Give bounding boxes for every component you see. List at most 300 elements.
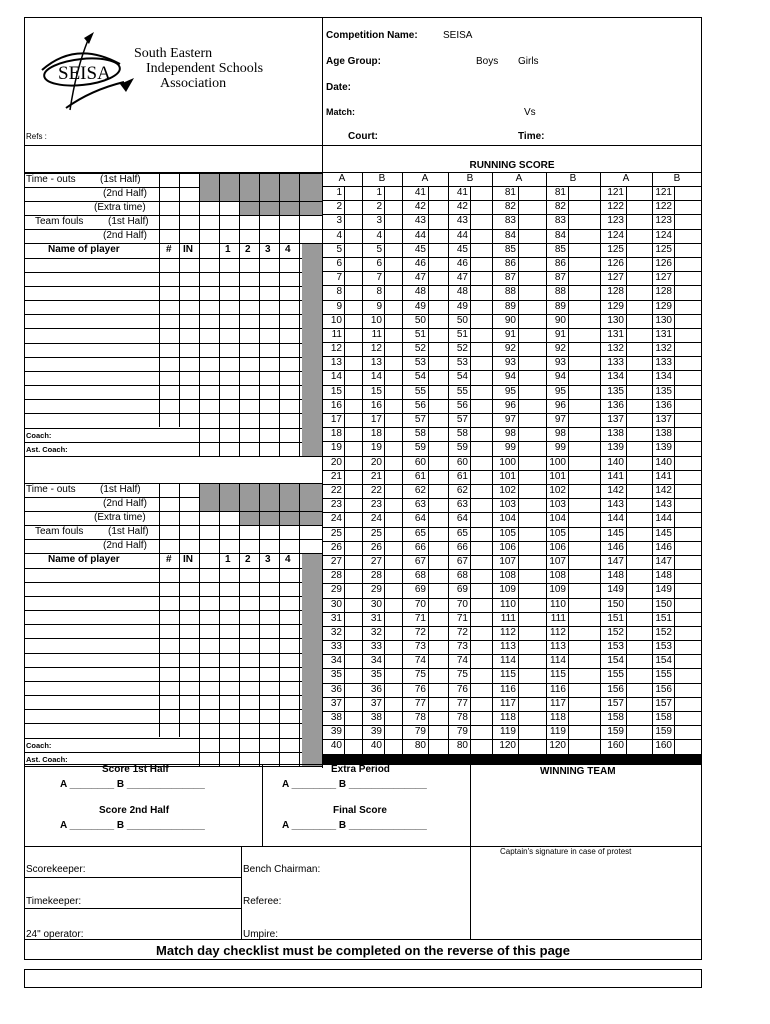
score-a-79[interactable]: 79: [414, 726, 426, 738]
score-a-70[interactable]: 70: [414, 598, 426, 610]
player-name-field[interactable]: [25, 273, 158, 285]
score-a-6[interactable]: 6: [336, 257, 342, 269]
score-a-33[interactable]: 33: [330, 641, 342, 653]
score-a-139[interactable]: 139: [607, 442, 624, 454]
score-b-153[interactable]: 153: [655, 641, 672, 653]
score-b-76[interactable]: 76: [456, 683, 468, 695]
score-b-30[interactable]: 30: [370, 598, 382, 610]
score-b-141[interactable]: 141: [655, 470, 672, 482]
player-name-field[interactable]: [25, 724, 158, 736]
score-a-134[interactable]: 134: [607, 371, 624, 383]
score-a-57[interactable]: 57: [414, 414, 426, 426]
score-a-98[interactable]: 98: [504, 428, 516, 440]
score-a-78[interactable]: 78: [414, 712, 426, 724]
score-b-102[interactable]: 102: [549, 484, 566, 496]
score-b-158[interactable]: 158: [655, 712, 672, 724]
score-a-135[interactable]: 135: [607, 385, 624, 397]
score-b-2[interactable]: 2: [376, 201, 382, 213]
score-a-10[interactable]: 10: [330, 314, 342, 326]
score-b-118[interactable]: 118: [550, 712, 566, 724]
score-a-90[interactable]: 90: [504, 314, 516, 326]
score-b-3[interactable]: 3: [376, 215, 382, 227]
score-a-145[interactable]: 145: [607, 527, 624, 539]
score-b-91[interactable]: 91: [554, 328, 566, 340]
score-a-43[interactable]: 43: [414, 215, 426, 227]
score-b-49[interactable]: 49: [456, 300, 468, 312]
score-b-15[interactable]: 15: [370, 385, 382, 397]
score-a-129[interactable]: 129: [607, 300, 624, 312]
score-a-95[interactable]: 95: [504, 385, 516, 397]
player-name-field[interactable]: [25, 597, 158, 609]
score-a-55[interactable]: 55: [414, 385, 426, 397]
score-a-89[interactable]: 89: [504, 300, 516, 312]
score-a-67[interactable]: 67: [414, 555, 426, 567]
score-b-97[interactable]: 97: [554, 414, 566, 426]
score-a-7[interactable]: 7: [336, 272, 342, 284]
score-b-127[interactable]: 127: [655, 272, 672, 284]
score-a-142[interactable]: 142: [607, 484, 624, 496]
score-b-115[interactable]: 115: [550, 669, 566, 681]
score-b-56[interactable]: 56: [456, 399, 468, 411]
score-a-88[interactable]: 88: [504, 286, 516, 298]
score-a-54[interactable]: 54: [414, 371, 426, 383]
score-b-67[interactable]: 67: [456, 555, 468, 567]
score-a-47[interactable]: 47: [414, 272, 426, 284]
score-a-107[interactable]: 107: [499, 555, 516, 567]
player-name-field[interactable]: [25, 358, 158, 370]
score-a-56[interactable]: 56: [414, 399, 426, 411]
score-a-46[interactable]: 46: [414, 257, 426, 269]
score-b-84[interactable]: 84: [554, 229, 566, 241]
score-b-57[interactable]: 57: [456, 414, 468, 426]
score-b-6[interactable]: 6: [376, 257, 382, 269]
score-a-36[interactable]: 36: [330, 683, 342, 695]
score-a-66[interactable]: 66: [414, 541, 426, 553]
score-a-72[interactable]: 72: [414, 626, 426, 638]
player-name-field[interactable]: [25, 583, 158, 595]
score-a-137[interactable]: 137: [607, 414, 624, 426]
score-a-15[interactable]: 15: [330, 385, 342, 397]
score-b-28[interactable]: 28: [370, 570, 382, 582]
score-b-42[interactable]: 42: [456, 201, 468, 213]
player-name-field[interactable]: [25, 625, 158, 637]
player-name-field[interactable]: [25, 344, 158, 356]
score-b-69[interactable]: 69: [456, 584, 468, 596]
score-a-58[interactable]: 58: [414, 428, 426, 440]
score-a-105[interactable]: 105: [499, 527, 516, 539]
score-a-77[interactable]: 77: [414, 697, 426, 709]
score-b-36[interactable]: 36: [370, 683, 382, 695]
score-b-51[interactable]: 51: [456, 328, 468, 340]
score-1st-half-line[interactable]: A ________ B ______________: [60, 779, 205, 790]
score-b-79[interactable]: 79: [456, 726, 468, 738]
score-a-49[interactable]: 49: [414, 300, 426, 312]
score-b-109[interactable]: 109: [549, 584, 566, 596]
score-a-119[interactable]: 119: [500, 726, 516, 738]
score-a-94[interactable]: 94: [504, 371, 516, 383]
score-a-101[interactable]: 101: [499, 470, 516, 482]
score-b-80[interactable]: 80: [456, 740, 468, 752]
score-b-159[interactable]: 159: [655, 726, 672, 738]
score-a-84[interactable]: 84: [504, 229, 516, 241]
score-b-54[interactable]: 54: [456, 371, 468, 383]
score-a-126[interactable]: 126: [607, 257, 624, 269]
score-b-4[interactable]: 4: [376, 229, 382, 241]
score-a-114[interactable]: 114: [500, 655, 516, 667]
score-a-153[interactable]: 153: [607, 641, 624, 653]
score-b-117[interactable]: 117: [550, 697, 566, 709]
score-a-12[interactable]: 12: [330, 343, 342, 355]
score-b-34[interactable]: 34: [370, 655, 382, 667]
score-a-73[interactable]: 73: [414, 641, 426, 653]
score-a-39[interactable]: 39: [330, 726, 342, 738]
player-name-field[interactable]: [25, 259, 158, 271]
score-a-124[interactable]: 124: [607, 229, 624, 241]
score-a-18[interactable]: 18: [330, 428, 342, 440]
score-b-18[interactable]: 18: [370, 428, 382, 440]
score-a-154[interactable]: 154: [607, 655, 624, 667]
score-b-120[interactable]: 120: [549, 740, 566, 752]
competition-value[interactable]: SEISA: [443, 30, 473, 41]
score-b-122[interactable]: 122: [655, 201, 672, 213]
score-b-90[interactable]: 90: [554, 314, 566, 326]
player-name-field[interactable]: [25, 414, 158, 426]
score-b-105[interactable]: 105: [549, 527, 566, 539]
score-b-137[interactable]: 137: [655, 414, 672, 426]
score-a-120[interactable]: 120: [499, 740, 516, 752]
score-a-52[interactable]: 52: [414, 343, 426, 355]
score-b-72[interactable]: 72: [456, 626, 468, 638]
score-b-7[interactable]: 7: [376, 272, 382, 284]
score-a-87[interactable]: 87: [504, 272, 516, 284]
score-b-136[interactable]: 136: [655, 399, 672, 411]
score-b-27[interactable]: 27: [370, 555, 382, 567]
score-b-21[interactable]: 21: [370, 470, 382, 482]
score-a-28[interactable]: 28: [330, 570, 342, 582]
score-b-33[interactable]: 33: [370, 641, 382, 653]
score-a-61[interactable]: 61: [414, 470, 426, 482]
score-a-150[interactable]: 150: [607, 598, 624, 610]
score-a-149[interactable]: 149: [607, 584, 624, 596]
score-a-157[interactable]: 157: [607, 697, 624, 709]
score-a-19[interactable]: 19: [330, 442, 342, 454]
score-a-123[interactable]: 123: [607, 215, 624, 227]
score-a-130[interactable]: 130: [607, 314, 624, 326]
score-b-81[interactable]: 81: [554, 187, 566, 198]
score-a-93[interactable]: 93: [504, 357, 516, 369]
score-b-70[interactable]: 70: [456, 598, 468, 610]
player-name-field[interactable]: [25, 668, 158, 680]
score-b-32[interactable]: 32: [370, 626, 382, 638]
score-b-106[interactable]: 106: [549, 541, 566, 553]
score-b-14[interactable]: 14: [370, 371, 382, 383]
score-b-142[interactable]: 142: [655, 484, 672, 496]
score-b-62[interactable]: 62: [456, 484, 468, 496]
score-b-111[interactable]: 111: [550, 612, 566, 624]
score-a-2[interactable]: 2: [336, 201, 342, 213]
score-a-103[interactable]: 103: [499, 499, 516, 511]
score-a-26[interactable]: 26: [330, 541, 342, 553]
score-b-146[interactable]: 146: [655, 541, 672, 553]
score-a-147[interactable]: 147: [607, 555, 624, 567]
score-b-110[interactable]: 110: [550, 598, 566, 610]
score-b-123[interactable]: 123: [655, 215, 672, 227]
player-name-field[interactable]: [25, 315, 158, 327]
score-b-1[interactable]: 1: [376, 187, 382, 198]
score-a-102[interactable]: 102: [499, 484, 516, 496]
score-b-138[interactable]: 138: [655, 428, 672, 440]
score-b-24[interactable]: 24: [370, 513, 382, 525]
score-a-144[interactable]: 144: [607, 513, 624, 525]
score-b-48[interactable]: 48: [456, 286, 468, 298]
player-name-field[interactable]: [25, 386, 158, 398]
score-b-65[interactable]: 65: [456, 527, 468, 539]
score-a-20[interactable]: 20: [330, 456, 342, 468]
score-b-11[interactable]: 11: [371, 328, 382, 340]
score-b-88[interactable]: 88: [554, 286, 566, 298]
score-b-126[interactable]: 126: [655, 257, 672, 269]
score-b-10[interactable]: 10: [370, 314, 382, 326]
score-b-17[interactable]: 17: [370, 414, 382, 426]
score-a-31[interactable]: 31: [330, 612, 342, 624]
score-b-144[interactable]: 144: [655, 513, 672, 525]
score-a-3[interactable]: 3: [336, 215, 342, 227]
referee-field[interactable]: Referee:: [243, 896, 282, 907]
score-a-155[interactable]: 155: [607, 669, 624, 681]
score-b-40[interactable]: 40: [370, 740, 382, 752]
score-b-93[interactable]: 93: [554, 357, 566, 369]
score-b-143[interactable]: 143: [655, 499, 672, 511]
scorekeeper-field[interactable]: Scorekeeper:: [26, 864, 86, 875]
score-b-133[interactable]: 133: [655, 357, 672, 369]
player-name-field[interactable]: [25, 287, 158, 299]
score-b-96[interactable]: 96: [554, 399, 566, 411]
score-a-116[interactable]: 116: [500, 683, 516, 695]
score-b-151[interactable]: 151: [655, 612, 672, 624]
score-b-152[interactable]: 152: [655, 626, 672, 638]
score-a-125[interactable]: 125: [607, 243, 624, 255]
score-a-141[interactable]: 141: [607, 470, 624, 482]
score-a-8[interactable]: 8: [336, 286, 342, 298]
score-a-35[interactable]: 35: [330, 669, 342, 681]
score-a-23[interactable]: 23: [330, 499, 342, 511]
score-b-61[interactable]: 61: [456, 470, 468, 482]
score-b-150[interactable]: 150: [655, 598, 672, 610]
player-name-field[interactable]: [25, 569, 158, 581]
score-a-59[interactable]: 59: [414, 442, 426, 454]
player-name-field[interactable]: [25, 301, 158, 313]
score-b-113[interactable]: 113: [550, 641, 566, 653]
score-b-75[interactable]: 75: [456, 669, 468, 681]
score-a-76[interactable]: 76: [414, 683, 426, 695]
score-b-43[interactable]: 43: [456, 215, 468, 227]
score-b-66[interactable]: 66: [456, 541, 468, 553]
score-a-160[interactable]: 160: [607, 740, 624, 752]
score-a-148[interactable]: 148: [607, 570, 624, 582]
score-a-113[interactable]: 113: [500, 641, 516, 653]
score-a-80[interactable]: 80: [414, 740, 426, 752]
score-a-16[interactable]: 16: [330, 399, 342, 411]
score-b-103[interactable]: 103: [549, 499, 566, 511]
bench-chairman-field[interactable]: Bench Chairman:: [243, 864, 321, 875]
score-b-8[interactable]: 8: [376, 286, 382, 298]
score-a-63[interactable]: 63: [414, 499, 426, 511]
score-a-62[interactable]: 62: [414, 484, 426, 496]
score-b-87[interactable]: 87: [554, 272, 566, 284]
player-name-field[interactable]: [25, 639, 158, 651]
score-a-110[interactable]: 110: [500, 598, 516, 610]
score-b-68[interactable]: 68: [456, 570, 468, 582]
score-a-109[interactable]: 109: [499, 584, 516, 596]
score-b-119[interactable]: 119: [550, 726, 566, 738]
score-b-47[interactable]: 47: [456, 272, 468, 284]
score-a-22[interactable]: 22: [330, 484, 342, 496]
score-a-14[interactable]: 14: [330, 371, 342, 383]
score-b-23[interactable]: 23: [370, 499, 382, 511]
score-a-81[interactable]: 81: [504, 187, 516, 198]
score-b-131[interactable]: 131: [655, 328, 672, 340]
score-a-118[interactable]: 118: [500, 712, 516, 724]
score-a-41[interactable]: 41: [414, 187, 426, 198]
final-score-line[interactable]: A ________ B ______________: [282, 820, 427, 831]
score-a-30[interactable]: 30: [330, 598, 342, 610]
score-b-149[interactable]: 149: [655, 584, 672, 596]
score-b-86[interactable]: 86: [554, 257, 566, 269]
score-b-129[interactable]: 129: [655, 300, 672, 312]
score-b-112[interactable]: 112: [550, 626, 566, 638]
score-a-152[interactable]: 152: [607, 626, 624, 638]
score-b-29[interactable]: 29: [370, 584, 382, 596]
score-b-82[interactable]: 82: [554, 201, 566, 213]
score-a-143[interactable]: 143: [607, 499, 624, 511]
score-b-132[interactable]: 132: [655, 343, 672, 355]
score-b-124[interactable]: 124: [655, 229, 672, 241]
score-a-104[interactable]: 104: [499, 513, 516, 525]
score-b-128[interactable]: 128: [655, 286, 672, 298]
score-a-99[interactable]: 99: [504, 442, 516, 454]
score-a-82[interactable]: 82: [504, 201, 516, 213]
score-b-98[interactable]: 98: [554, 428, 566, 440]
score-b-100[interactable]: 100: [549, 456, 566, 468]
score-b-95[interactable]: 95: [554, 385, 566, 397]
score-b-107[interactable]: 107: [549, 555, 566, 567]
score-b-156[interactable]: 156: [655, 683, 672, 695]
player-name-field[interactable]: [25, 329, 158, 341]
player-name-field[interactable]: [25, 654, 158, 666]
score-a-127[interactable]: 127: [607, 272, 624, 284]
timekeeper-field[interactable]: Timekeeper:: [26, 896, 82, 907]
score-b-9[interactable]: 9: [376, 300, 382, 312]
score-a-146[interactable]: 146: [607, 541, 624, 553]
score-a-37[interactable]: 37: [330, 697, 342, 709]
score-a-53[interactable]: 53: [414, 357, 426, 369]
score-a-65[interactable]: 65: [414, 527, 426, 539]
score-b-116[interactable]: 116: [550, 683, 566, 695]
score-b-101[interactable]: 101: [549, 470, 566, 482]
umpire-field[interactable]: Umpire:: [243, 929, 279, 940]
score-a-97[interactable]: 97: [504, 414, 516, 426]
score-a-156[interactable]: 156: [607, 683, 624, 695]
score-a-64[interactable]: 64: [414, 513, 426, 525]
player-name-field[interactable]: [25, 682, 158, 694]
score-b-22[interactable]: 22: [370, 484, 382, 496]
score-a-69[interactable]: 69: [414, 584, 426, 596]
score-a-136[interactable]: 136: [607, 399, 624, 411]
score-a-121[interactable]: 121: [607, 187, 624, 198]
score-b-154[interactable]: 154: [655, 655, 672, 667]
score-b-160[interactable]: 160: [655, 740, 672, 752]
score-a-122[interactable]: 122: [607, 201, 624, 213]
score-b-26[interactable]: 26: [370, 541, 382, 553]
score-a-5[interactable]: 5: [336, 243, 342, 255]
score-b-89[interactable]: 89: [554, 300, 566, 312]
boys-option[interactable]: Boys: [476, 56, 499, 67]
score-a-48[interactable]: 48: [414, 286, 426, 298]
score-b-64[interactable]: 64: [456, 513, 468, 525]
score-a-34[interactable]: 34: [330, 655, 342, 667]
score-b-78[interactable]: 78: [456, 712, 468, 724]
score-b-63[interactable]: 63: [456, 499, 468, 511]
score-a-85[interactable]: 85: [504, 243, 516, 255]
score-a-112[interactable]: 112: [500, 626, 516, 638]
score-b-114[interactable]: 114: [550, 655, 566, 667]
score-a-108[interactable]: 108: [499, 570, 516, 582]
score-a-115[interactable]: 115: [500, 669, 516, 681]
player-name-field[interactable]: [25, 611, 158, 623]
score-a-9[interactable]: 9: [336, 300, 342, 312]
score-b-31[interactable]: 31: [370, 612, 382, 624]
score-a-83[interactable]: 83: [504, 215, 516, 227]
girls-option[interactable]: Girls: [518, 56, 539, 67]
score-2nd-half-line[interactable]: A ________ B ______________: [60, 820, 205, 831]
score-b-12[interactable]: 12: [370, 343, 382, 355]
score-a-13[interactable]: 13: [330, 357, 342, 369]
score-a-151[interactable]: 151: [607, 612, 624, 624]
score-a-32[interactable]: 32: [330, 626, 342, 638]
score-b-35[interactable]: 35: [370, 669, 382, 681]
score-b-135[interactable]: 135: [655, 385, 672, 397]
score-a-96[interactable]: 96: [504, 399, 516, 411]
score-b-130[interactable]: 130: [655, 314, 672, 326]
score-b-5[interactable]: 5: [376, 243, 382, 255]
score-b-121[interactable]: 121: [655, 187, 672, 198]
score-a-45[interactable]: 45: [414, 243, 426, 255]
score-b-157[interactable]: 157: [655, 697, 672, 709]
score-a-138[interactable]: 138: [607, 428, 624, 440]
score-a-117[interactable]: 117: [500, 697, 516, 709]
score-b-108[interactable]: 108: [549, 570, 566, 582]
score-b-99[interactable]: 99: [554, 442, 566, 454]
score-b-74[interactable]: 74: [456, 655, 468, 667]
score-a-60[interactable]: 60: [414, 456, 426, 468]
score-a-100[interactable]: 100: [499, 456, 516, 468]
score-a-128[interactable]: 128: [607, 286, 624, 298]
score-b-94[interactable]: 94: [554, 371, 566, 383]
score-b-104[interactable]: 104: [549, 513, 566, 525]
score-b-52[interactable]: 52: [456, 343, 468, 355]
score-a-75[interactable]: 75: [414, 669, 426, 681]
score-b-145[interactable]: 145: [655, 527, 672, 539]
score-b-59[interactable]: 59: [456, 442, 468, 454]
score-a-68[interactable]: 68: [414, 570, 426, 582]
score-a-42[interactable]: 42: [414, 201, 426, 213]
score-b-77[interactable]: 77: [456, 697, 468, 709]
player-name-field[interactable]: [25, 710, 158, 722]
score-a-133[interactable]: 133: [607, 357, 624, 369]
score-b-46[interactable]: 46: [456, 257, 468, 269]
score-a-111[interactable]: 111: [500, 612, 516, 624]
score-b-45[interactable]: 45: [456, 243, 468, 255]
